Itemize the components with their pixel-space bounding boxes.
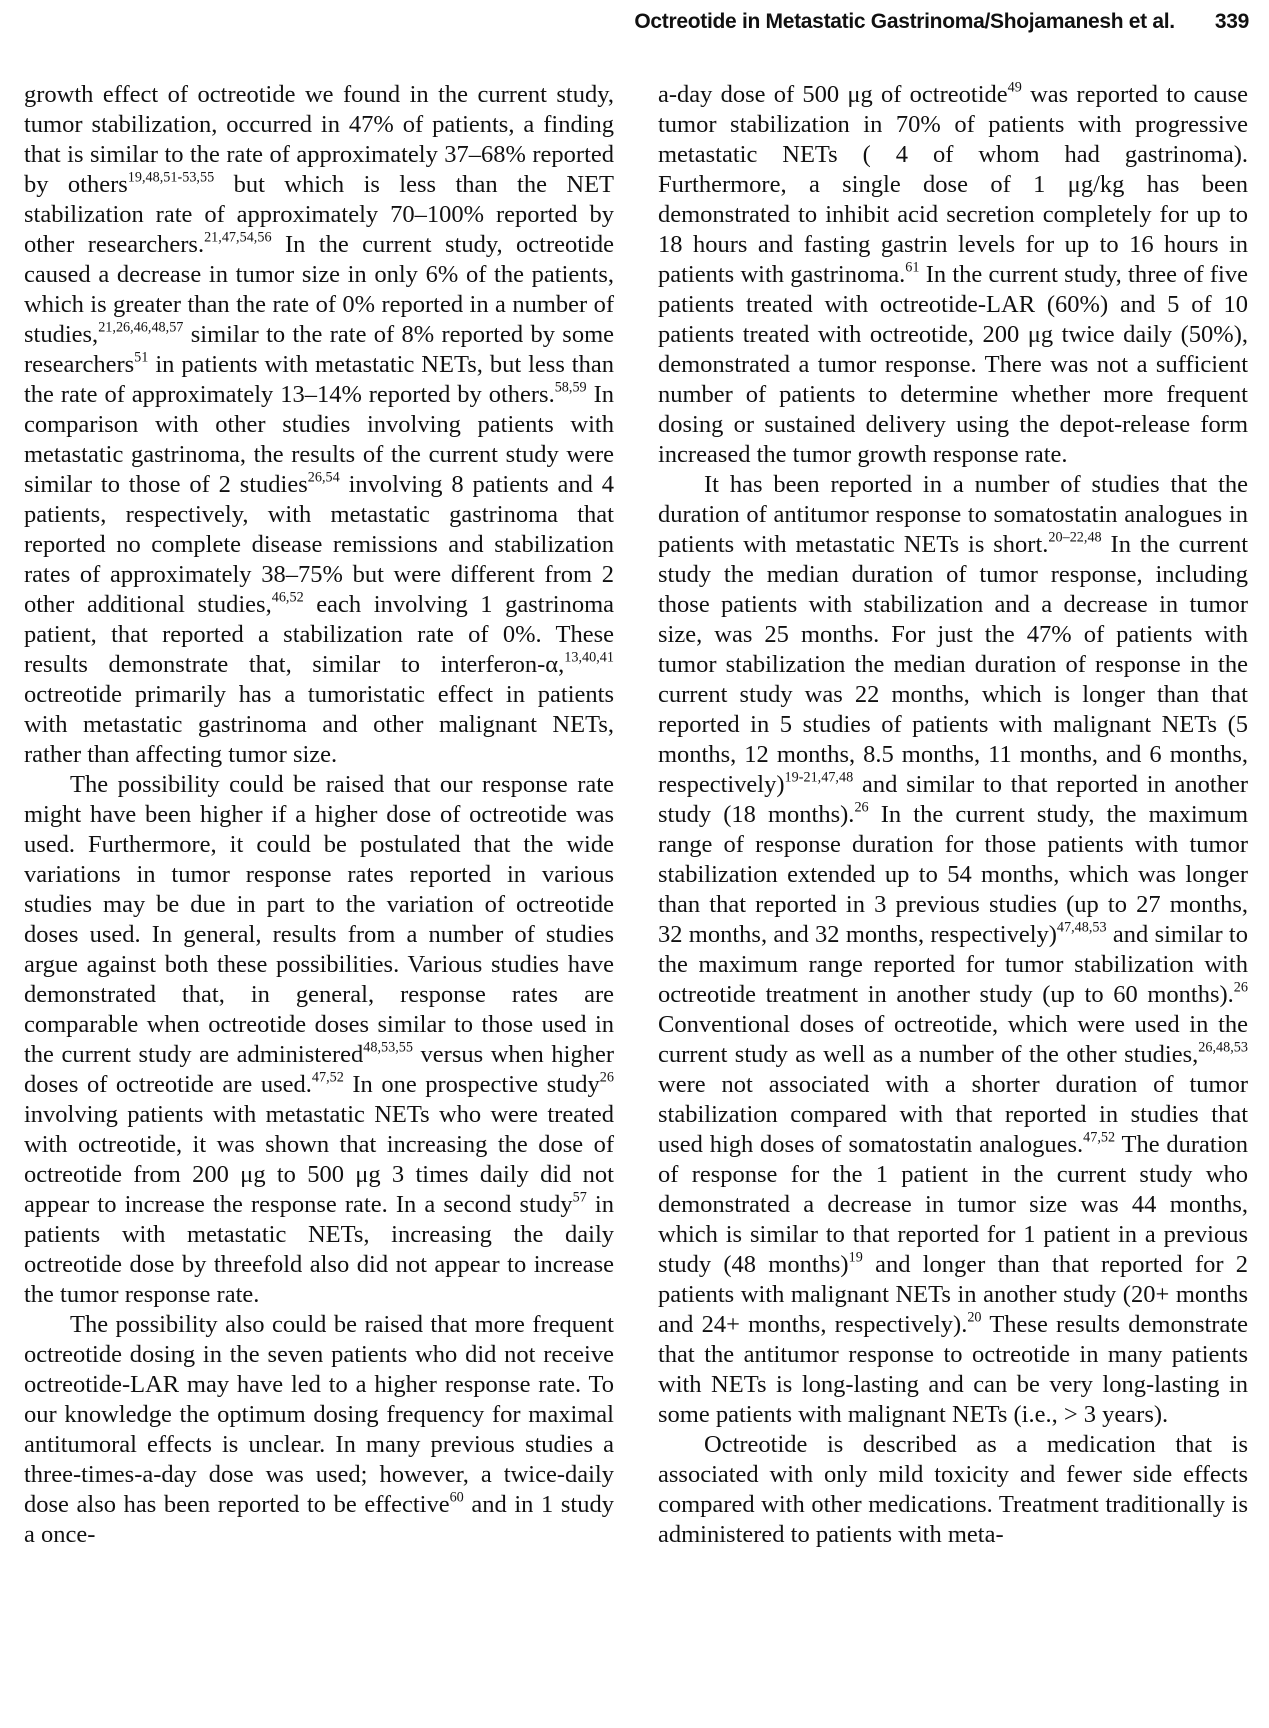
text-run: In one prospective study	[343, 1071, 600, 1098]
paragraph	[24, 770, 614, 1310]
text-run: involving patients with metastatic NETs who were treated with octreotide, it was shown that increasing the dose of octreotide from 200 μg to 500 μg 3 times daily did not appear to increase the response rate. In a second study	[24, 1101, 614, 1218]
text-run: involving 8 patients and 4 patients, respectively, with metastatic gastrinoma that reported no complete disease remissions and stabilization rates of approximately 38–75% but were different from 2 other additional studies,	[24, 471, 614, 618]
text-run: and similar to the maximum range reported for tumor stabilization with octreotide treatment in another study (up to 60 months).	[658, 921, 1248, 1008]
text-run: a-day dose of 500 μg of octreotide	[658, 81, 1008, 108]
text-run: octreotide primarily has a tumoristatic effect in patients with metastatic gastrinoma and other malignant NETs, rather than affecting tumor size.	[24, 681, 614, 768]
text-run: similar to the rate of 8% reported by some researchers	[24, 321, 614, 378]
text-run: in patients with metastatic NETs, increasing the daily octreotide dose by threefold also did not appear to increase the tumor response rate.	[24, 1191, 614, 1308]
text-run: Octreotide is described as a medication that is associated with only mild toxicity and fewer side effects compared with other medications. Treatment traditionally is administered to patients with meta-	[658, 1431, 1248, 1548]
text-run: The possibility also could be raised that more frequent octreotide dosing in the seven patients who did not receive octreotide-LAR may have led to a higher response rate. To our knowledge the optimum dosing frequency for maximal antitumoral effects is unclear. In many previous studies a three-times-a-day dose was used; however, a twice-daily dose also has been reported to be effective	[24, 1311, 614, 1518]
citation: 19	[848, 1249, 863, 1266]
text-run: and in 1 study a once-	[24, 1491, 614, 1548]
text-run: but which is less than the NET stabilization rate of approximately 70–100% reported by other researchers.	[24, 171, 614, 258]
text-run: and longer than that reported for 2 patients with malignant NETs in another study (20+ months and 24+ months, respectively).	[658, 1251, 1248, 1338]
text-run: In the current study, the maximum range of response duration for those patients with tumor stabilization extended up to 54 months, which was longer than that reported in 3 previous studies (up to 27 months, 32 months, and 32 months, respectively)	[658, 801, 1248, 948]
citation: 58,59	[554, 379, 587, 396]
citation: 26	[854, 799, 869, 816]
citation: 47,52	[311, 1069, 344, 1086]
running-title: Octreotide in Metastatic Gastrinoma/Shojamanesh et al.	[634, 10, 1175, 33]
paragraph	[658, 470, 1248, 1430]
citation: 21,26,46,48,57	[98, 319, 184, 336]
text-run: in patients with metastatic NETs, but less than the rate of approximately 13–14% reported by others.	[24, 351, 614, 408]
citation: 48,53,55	[363, 1039, 413, 1056]
text-run: The possibility could be raised that our response rate might have been higher if a higher dose of octreotide was used. Furthermore, it could be postulated that the wide variations in tumor response rates reported in various studies may be due in part to the variation of octreotide doses used. In general, results from a number of studies argue against both these possibilities. Various studies have demonstrated that, in general, response rates are comparable when octreotide doses similar to those used in the current study are administered	[24, 771, 614, 1068]
text-run: were not associated with a shorter duration of tumor stabilization compared with that reported in studies that used high doses of somatostatin analogues.	[658, 1071, 1248, 1158]
citation: 57	[572, 1189, 587, 1206]
paragraph	[24, 1310, 614, 1550]
left-column	[24, 80, 614, 1550]
citation: 60	[449, 1489, 464, 1506]
citation: 51	[134, 349, 149, 366]
paragraph	[658, 80, 1248, 470]
text-run: In the current study the median duration of tumor response, including those patients with stabilization and a decrease in tumor size, was 25 months. For just the 47% of patients with tumor stabilization the median duration of response in the current study was 22 months, which is longer than that reported in 5 studies of patients with malignant NETs (5 months, 12 months, 8.5 months, 11 months, and 6 months, respectively)	[658, 531, 1248, 798]
text-run: These results demonstrate that the antitumor response to octreotide in many patients with NETs is long-lasting and can be very long-lasting in some patients with malignant NETs (i.e., > 3 years).	[658, 1311, 1249, 1428]
text-run: It has been reported in a number of studies that the duration of antitumor response to somatostatin analogues in patients with metastatic NETs is short.	[658, 471, 1248, 558]
citation: 20–22,48	[1048, 529, 1102, 546]
text-run: was reported to cause tumor stabilization in 70% of patients with progressive metastatic NETs ( 4 of whom had gastrinoma). Furthermore, a single dose of 1 μg/kg has been demonstrated to inhibit acid secretion completely for up to 18 hours and fasting gastrin levels for up to 16 hours in patients with gastrinoma.	[658, 81, 1248, 288]
text-run: each involving 1 gastrinoma patient, that reported a stabilization rate of 0%. These results demonstrate that, similar to interferon-α,	[24, 591, 615, 678]
text-run: Conventional doses of octreotide, which were used in the current study as well as a number of the other studies,	[658, 1011, 1248, 1068]
citation: 21,47,54,56	[204, 229, 272, 246]
citation: 26	[599, 1069, 614, 1086]
citation: 46,52	[271, 589, 304, 606]
citation: 26,54	[307, 469, 340, 486]
text-run: In the current study, three of five patients treated with octreotide-LAR (60%) and 5 of 10 patients treated with octreotide, 200 μg twice daily (50%), demonstrated a tumor response. There was not a sufficient number of patients to determine whether more frequent dosing or sustained delivery using the depot-release form increased the tumor growth response rate.	[658, 261, 1248, 468]
text-run: In comparison with other studies involving patients with metastatic gastrinoma, the results of the current study were similar to those of 2 studies	[24, 381, 614, 498]
paragraph	[24, 80, 614, 770]
text-run: In the current study, octreotide caused a decrease in tumor size in only 6% of the patients, which is greater than the rate of 0% reported in a number of studies,	[24, 231, 614, 348]
text-run: and similar to that reported in another study (18 months).	[658, 771, 1248, 828]
citation: 47,48,53	[1056, 919, 1107, 936]
citation: 20	[967, 1309, 982, 1326]
text-run: The duration of response for the 1 patient in the current study who demonstrated a decrease in tumor size was 44 months, which is similar to that reported for 1 patient in a previous study (48 months)	[658, 1131, 1248, 1278]
citation: 26	[1233, 979, 1248, 996]
running-header	[634, 10, 1249, 34]
text-run: versus when higher doses of octreotide are used.	[24, 1041, 614, 1098]
citation: 47,52	[1083, 1129, 1116, 1146]
citation: 49	[1007, 79, 1022, 96]
page-number: 339	[1214, 10, 1249, 33]
citation: 19-21,47,48	[784, 769, 854, 786]
right-column	[658, 80, 1248, 1550]
citation: 26,48,53	[1198, 1039, 1248, 1056]
citation: 61	[905, 259, 920, 276]
citation: 19,48,51-53,55	[127, 169, 215, 186]
paragraph	[658, 1430, 1248, 1550]
text-run: growth effect of octreotide we found in the current study, tumor stabilization, occurred in 47% of patients, a finding that is similar to the rate of approximately 37–68% reported by others	[24, 81, 614, 198]
citation: 13,40,41	[564, 649, 614, 666]
